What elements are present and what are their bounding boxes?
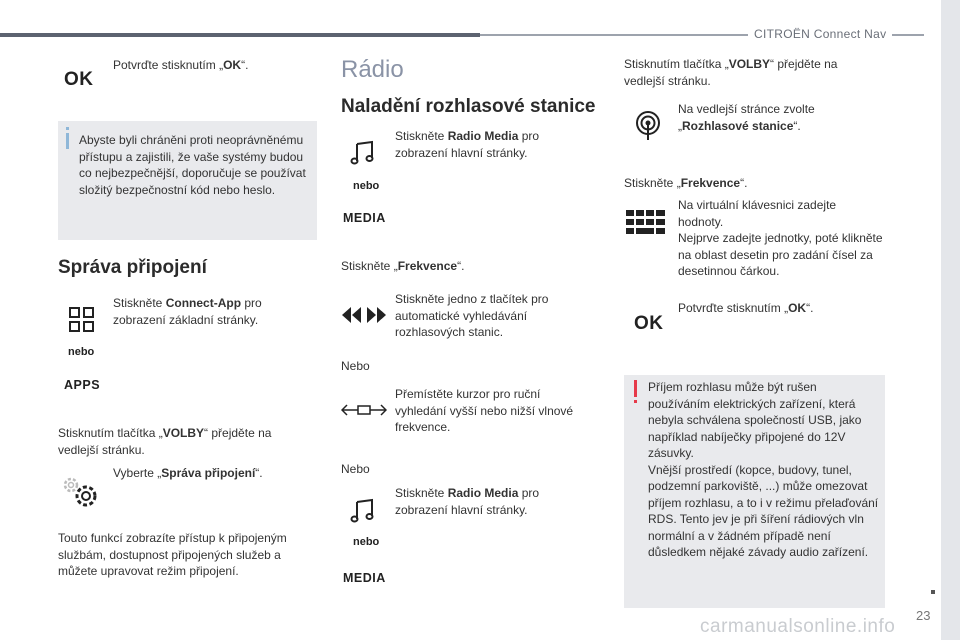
music-note-icon — [350, 498, 376, 524]
page-dot — [931, 590, 935, 594]
select-connections-text: Vyberte „Správa připojení“. — [113, 466, 263, 480]
virtual-keyboard-icon — [626, 210, 666, 238]
volby-text-2: Stisknutím tlačítka „VOLBY“ přejděte na vedlejší stránku. — [624, 57, 838, 88]
warning-text: Příjem rozhlasu může být rušen používáním elektrických zařízení, která nebyla schválena společností USB, jako například nabíječky připojené do 12V zásuvky. Vnější prostředí (kopce, budovy, tunel, podzemní parkoviště, ...) může omezovat příjem rozhlasu, a to i v režimu přelaďování RDS. Tento jev je při šíření rádiových vln normální a v žádném případě není důsledkem nějaké závady audio zařízení. — [648, 380, 879, 559]
media-button-label: MEDIA — [343, 211, 386, 225]
header-title: CITROËN Connect Nav — [748, 27, 892, 41]
volby-text: Stisknutím tlačítka „VOLBY“ přejděte na vedlejší stránku. — [58, 426, 272, 457]
connect-app-text: Stiskněte Connect-App pro zobrazení základní stránky. — [113, 296, 262, 327]
music-note-icon — [350, 140, 376, 166]
keyboard-text: Na virtuální klávesnici zadejte hodnoty. Nejprve zadejte jednotky, poté klikněte na oblast desetin pro zadání čísel za desetinnou čárkou. — [678, 198, 883, 278]
connections-footer-text: Touto funkcí zobrazíte přístup k připojeným službám, dostupnost připojených služeb a můžete upravovat režim připojení. — [58, 531, 287, 578]
warning-icon-dot — [634, 400, 637, 403]
header-rule — [0, 33, 480, 37]
radio-station-icon — [634, 111, 662, 141]
apps-button-label: APPS — [64, 378, 101, 392]
frequency-slider-icon — [341, 403, 387, 417]
radio-stations-text: Na vedlejší stránce zvolte „Rozhlasové stanice“. — [678, 102, 815, 133]
page-number: 23 — [916, 608, 931, 623]
seek-text: Stiskněte jedno z tlačítek pro automatické vyhledávání rozhlasových stanic. — [395, 292, 549, 339]
info-icon — [66, 133, 69, 149]
connect-app-icon — [69, 307, 95, 333]
radio-media-text-2: Stiskněte Radio Media pro zobrazení hlavní stránky. — [395, 486, 540, 517]
radio-media-text: Stiskněte Radio Media pro zobrazení hlavní stránky. — [395, 129, 540, 160]
warning-note-box — [624, 375, 885, 608]
or-plain-label-2: Nebo — [341, 462, 370, 476]
page-title-radio: Rádio — [341, 56, 404, 83]
frequency-text-2: Stiskněte „Frekvence“. — [624, 176, 748, 190]
warning-icon — [634, 380, 637, 397]
ok-confirm-text-2: Potvrďte stisknutím „OK“. — [678, 301, 814, 315]
section-heading-tuning: Naladění rozhlasové stanice — [341, 96, 596, 117]
slider-text: Přemístěte kurzor pro ruční vyhledání vyšší nebo nižší vlnové frekvence. — [395, 387, 574, 434]
or-label-2: nebo — [353, 536, 380, 548]
media-button-label-2: MEDIA — [343, 571, 386, 585]
page-edge-strip — [941, 0, 960, 640]
section-heading-connections: Správa připojení — [58, 257, 207, 278]
or-label: nebo — [68, 346, 95, 358]
info-icon-dot — [66, 127, 69, 130]
seek-buttons-icon — [341, 306, 387, 324]
ok-icon: OK — [634, 313, 664, 334]
or-label: nebo — [353, 180, 380, 192]
info-note-box — [58, 121, 317, 240]
frequency-text: Stiskněte „Frekvence“. — [341, 259, 465, 273]
watermark: carmanualsonline.info — [700, 616, 896, 637]
or-plain-label: Nebo — [341, 359, 370, 373]
ok-icon: OK — [64, 69, 94, 90]
info-note-text: Abyste byli chráněni proti neoprávněnému přístupu a zajistili, že vaše systémy budou co nejbezpečnější, doporučuje se používat složitý bezpečnostní kód nebo heslo. — [79, 133, 306, 197]
settings-gears-icon — [60, 474, 100, 510]
ok-confirm-text: Potvrďte stisknutím „OK“. — [113, 58, 249, 72]
